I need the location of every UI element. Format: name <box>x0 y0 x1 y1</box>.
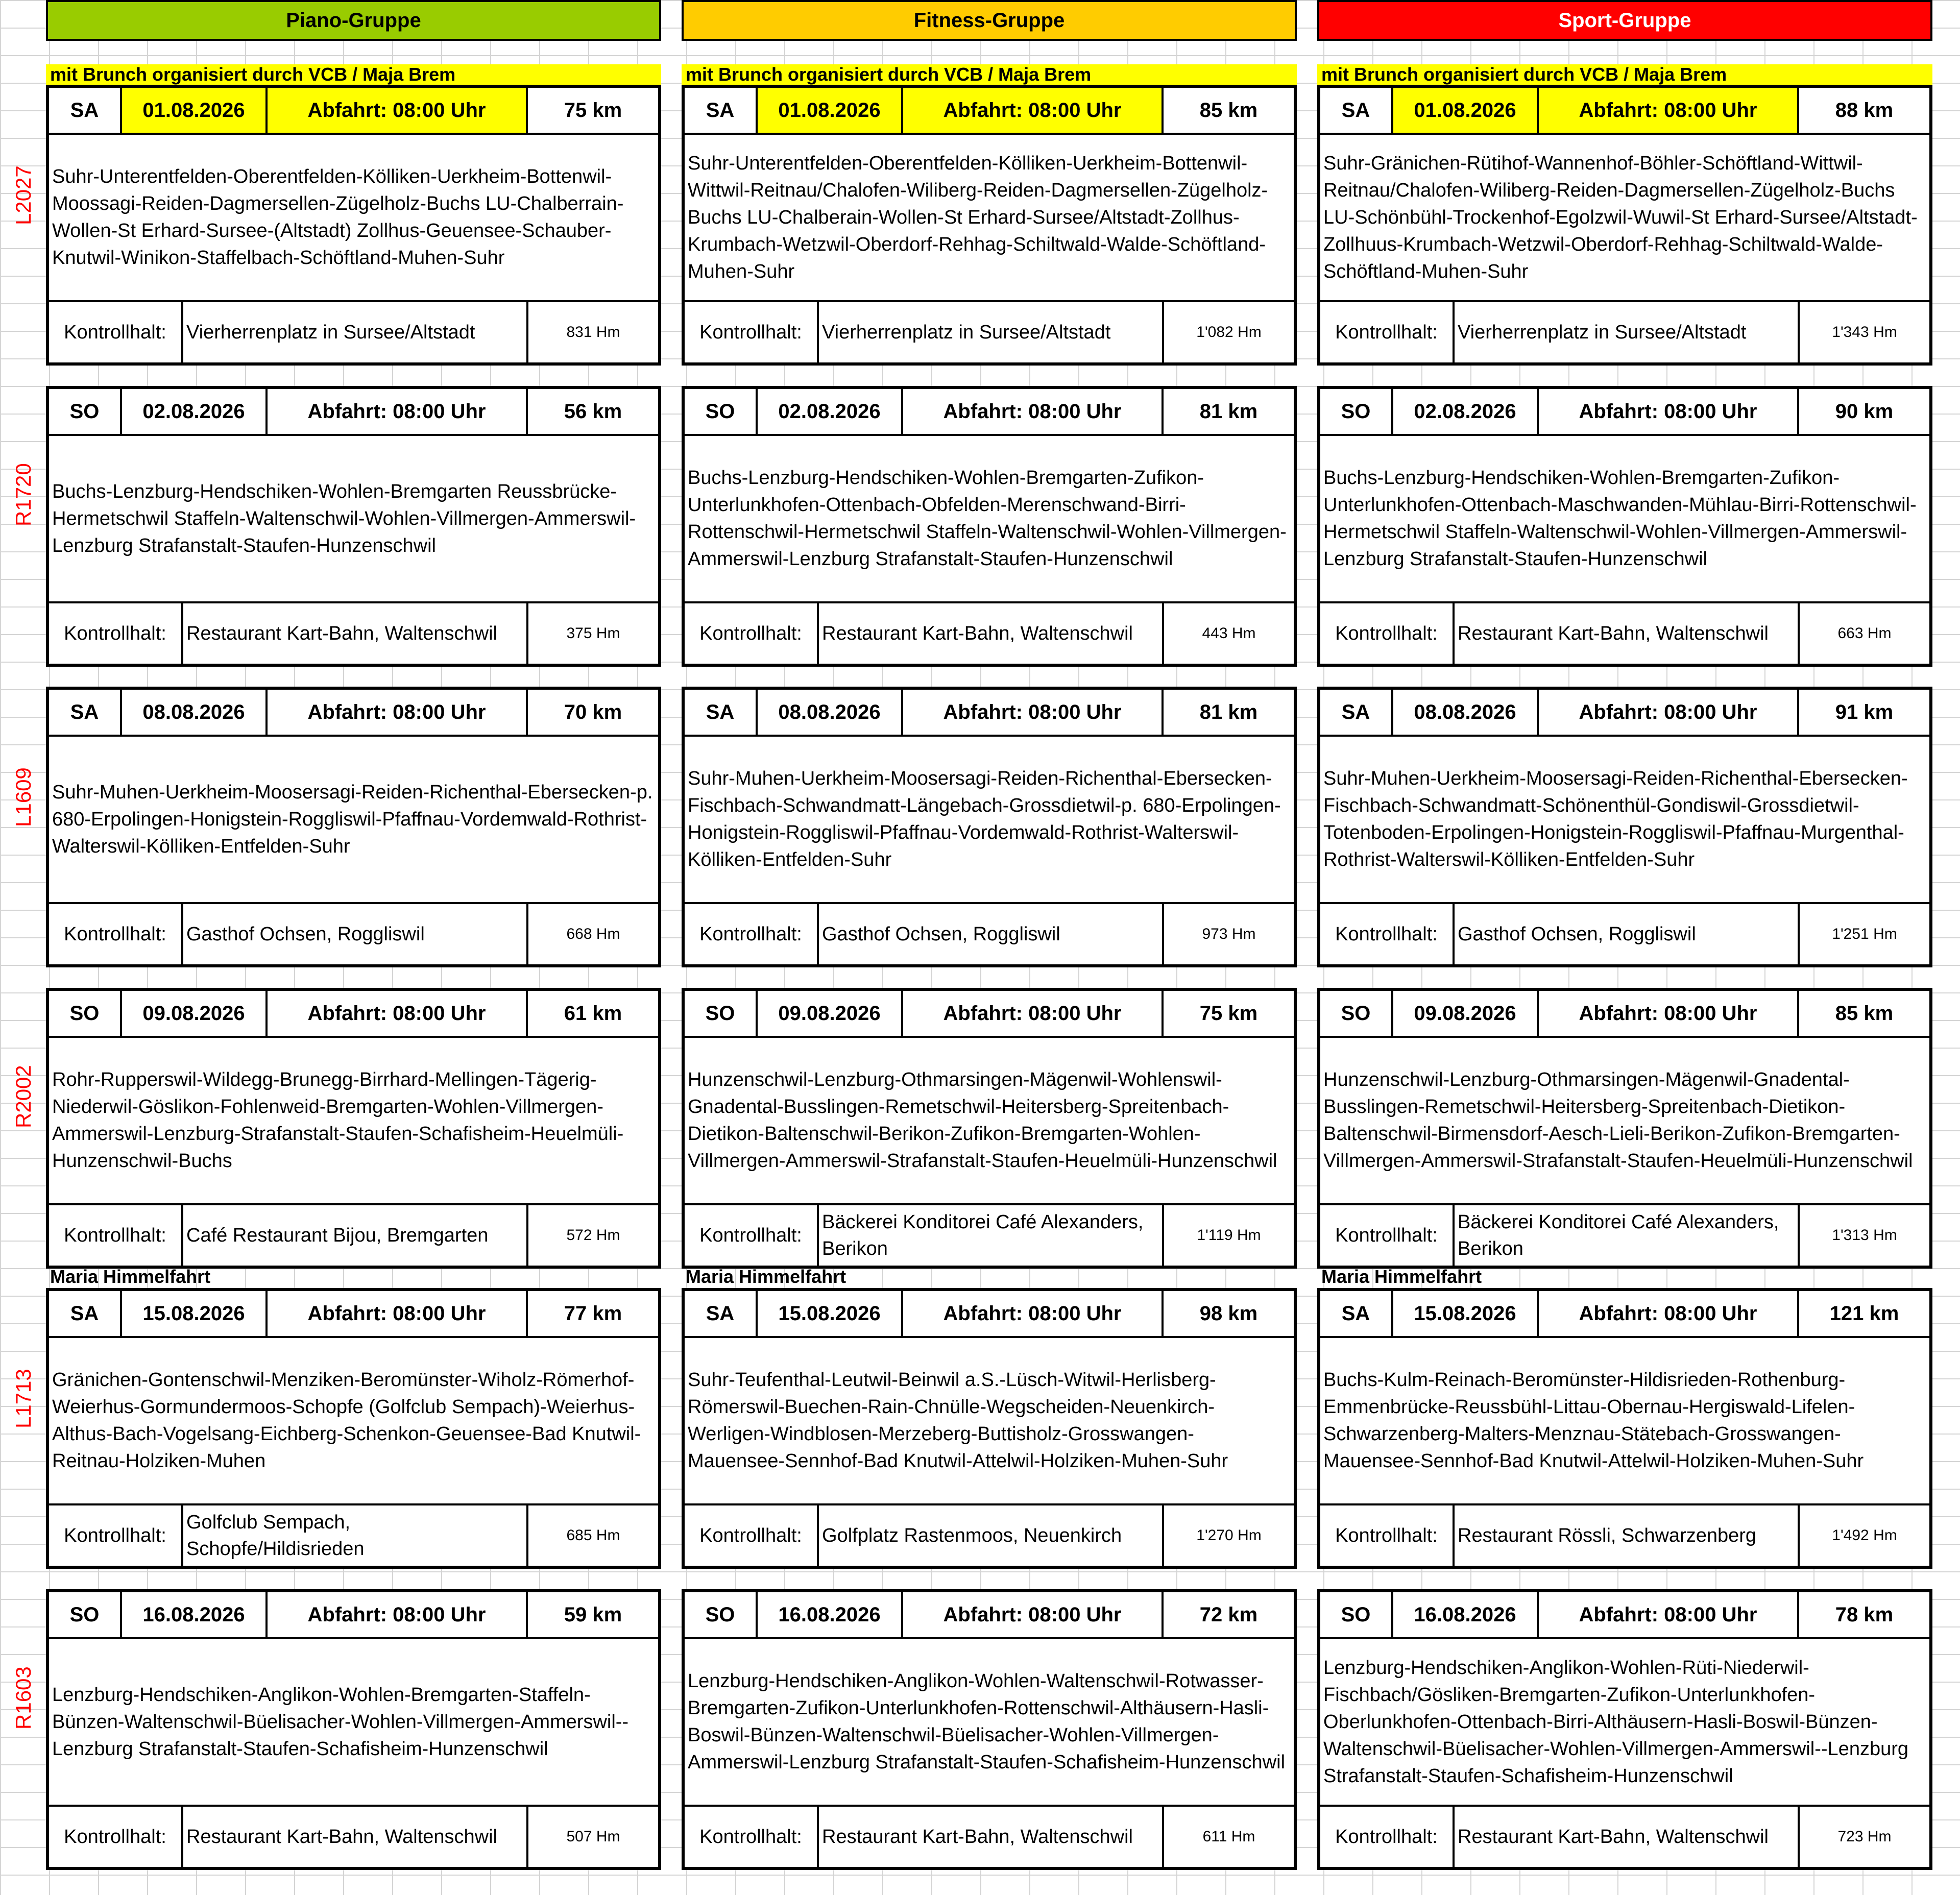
departure-cell: Abfahrt: 08:00 Uhr <box>268 690 528 735</box>
control-stop-row <box>1320 1505 1929 1566</box>
route-description: Suhr-Muhen-Uerkheim-Moosersagi-Reiden-Richenthal-Ebersecken-p. 680-Erpolingen-Honigstein-Roggliswil-Pfaffnau-Vordemwald-Rothrist-Walterswil-Kölliken-Entfelden-Suhr <box>49 737 658 904</box>
distance-cell: 98 km <box>1199 1302 1258 1325</box>
control-stop-place: Bäckerei Konditorei Café Alexanders, Berikon <box>1455 1205 1800 1266</box>
tour-card[interactable] <box>1317 988 1932 1269</box>
elevation-cell: 611 Hm <box>1202 1828 1255 1845</box>
elevation-cell: 1'082 Hm <box>1196 324 1262 341</box>
departure-cell: Abfahrt: 08:00 Uhr <box>1539 991 1799 1036</box>
weekday-cell: SO <box>685 389 758 434</box>
control-stop-place: Golfclub Sempach, Schopfe/Hildisrieden <box>183 1505 528 1566</box>
date-cell: 08.08.2026 <box>122 690 268 735</box>
control-stop-row <box>49 603 658 664</box>
distance-cell: 77 km <box>564 1302 622 1325</box>
distance-cell: 72 km <box>1199 1603 1258 1626</box>
tour-header <box>685 690 1294 737</box>
control-stop-place: Gasthof Ochsen, Roggliswil <box>1455 904 1800 964</box>
tour-header <box>685 1291 1294 1338</box>
date-cell: 15.08.2026 <box>758 1291 903 1336</box>
elevation-cell: 1'343 Hm <box>1832 324 1897 341</box>
route-description: Buchs-Lenzburg-Hendschiken-Wohlen-Bremgarten-Zufikon-Unterlunkhofen-Ottenbach-Maschwanden-Mühlau-Birri-Rottenschwil-Hermetschwil Staffeln-Waltenschwil-Wohlen-Villmergen-Ammerswil-Lenzburg Strafanstalt-Staufen-Hunzenschwil <box>1320 436 1929 603</box>
route-description: Buchs-Lenzburg-Hendschiken-Wohlen-Bremgarten Reussbrücke-Hermetschwil Staffeln-Waltenschwil-Wohlen-Villmergen-Ammerswil-Lenzburg Strafanstalt-Staufen-Hunzenschwil <box>49 436 658 603</box>
tour-header <box>1320 1291 1929 1338</box>
departure-cell: Abfahrt: 08:00 Uhr <box>268 991 528 1036</box>
control-stop-row <box>49 1505 658 1566</box>
route-description: Rohr-Rupperswil-Wildegg-Brunegg-Birrhard-Mellingen-Tägerig-Niederwil-Göslikon-Fohlenweid-Bremgarten-Wohlen-Villmergen-Ammerswil-Lenzburg-Strafanstalt-Staufen-Schafisheim-Heuelmüli-Hunzenschwil-Buchs <box>49 1038 658 1205</box>
weekday-cell: SO <box>1320 991 1393 1036</box>
control-stop-place: Restaurant Kart-Bahn, Waltenschwil <box>1455 1807 1800 1867</box>
control-stop-place: Café Restaurant Bijou, Bremgarten <box>183 1205 528 1266</box>
weekday-cell: SO <box>49 991 122 1036</box>
date-cell: 08.08.2026 <box>1393 690 1539 735</box>
distance-cell: 81 km <box>1199 700 1258 723</box>
tour-header <box>1320 1592 1929 1639</box>
control-stop-row <box>1320 603 1929 664</box>
distance-cell: 70 km <box>564 700 622 723</box>
tour-card[interactable] <box>46 85 661 366</box>
control-stop-place: Gasthof Ochsen, Roggliswil <box>183 904 528 964</box>
control-stop-place: Vierherrenplatz in Sursee/Altstadt <box>819 302 1164 362</box>
route-description: Buchs-Lenzburg-Hendschiken-Wohlen-Bremgarten-Zufikon-Unterlunkhofen-Ottenbach-Obfelden-Merenschwand-Birri-Rottenschwil-Hermetschwil Staffeln-Waltenschwil-Wohlen-Villmergen-Ammerswil-Lenzburg Strafanstalt-Staufen-Hunzenschwil <box>685 436 1294 603</box>
route-description: Lenzburg-Hendschiken-Anglikon-Wohlen-Rüti-Niederwil-Fischbach/Gösliken-Bremgarten-Zufikon-Unterlunkhofen-Oberlunkhofen-Ottenbach-Birri-Althäusern-Hasli-Boswil-Bünzen-Waltenschwil-Büelisacher-Wohlen-Villmergen-Ammerswil--Lenzburg Strafanstalt-Staufen-Schafisheim-Hunzenschwil <box>1320 1639 1929 1807</box>
date-cell: 16.08.2026 <box>1393 1592 1539 1637</box>
group-header-sport[interactable]: Sport-Gruppe <box>1317 0 1932 41</box>
control-stop-label: Kontrollhalt: <box>685 603 819 664</box>
route-description: Suhr-Unterentfelden-Oberentfelden-Kölliken-Uerkheim-Bottenwil-Wittwil-Reitnau/Chalofen-Wiliberg-Reiden-Dagmersellen-Zügelholz-Buchs LU-Chalberain-Wollen-St Erhard-Sursee/Altstadt-Zollhus-Krumbach-Wetzwil-Oberdorf-Rehhag-Schiltwald-Walde-Schöftland-Muhen-Suhr <box>685 135 1294 302</box>
weekday-cell: SA <box>1320 88 1393 133</box>
route-description: Gränichen-Gontenschwil-Menziken-Beromünster-Wiholz-Römerhof-Weierhus-Gormundermoos-Schopfe (Golfclub Sempach)-Weierhus-Althus-Bach-Vogelsang-Eichberg-Schenkon-Geuensee-Bad Knutwil-Reitnau-Holziken-Muhen <box>49 1338 658 1505</box>
distance-cell: 78 km <box>1835 1603 1894 1626</box>
control-stop-row <box>1320 904 1929 964</box>
control-stop-row <box>49 904 658 964</box>
weekday-cell: SA <box>49 1291 122 1336</box>
date-cell: 09.08.2026 <box>1393 991 1539 1036</box>
control-stop-label: Kontrollhalt: <box>1320 1505 1455 1566</box>
control-stop-row <box>685 603 1294 664</box>
tour-card[interactable] <box>46 687 661 967</box>
weekday-cell: SA <box>1320 690 1393 735</box>
tour-card[interactable] <box>682 1288 1297 1569</box>
control-stop-place: Restaurant Kart-Bahn, Waltenschwil <box>183 1807 528 1867</box>
elevation-cell: 1'492 Hm <box>1832 1527 1897 1544</box>
date-cell: 09.08.2026 <box>122 991 268 1036</box>
control-stop-label: Kontrollhalt: <box>685 1807 819 1867</box>
tour-header <box>685 389 1294 436</box>
control-stop-place: Gasthof Ochsen, Roggliswil <box>819 904 1164 964</box>
elevation-cell: 1'251 Hm <box>1832 926 1897 942</box>
control-stop-row <box>685 1505 1294 1566</box>
control-stop-label: Kontrollhalt: <box>685 904 819 964</box>
control-stop-row <box>685 904 1294 964</box>
control-stop-place: Restaurant Kart-Bahn, Waltenschwil <box>819 1807 1164 1867</box>
distance-cell: 88 km <box>1835 99 1894 122</box>
weekday-cell: SA <box>685 690 758 735</box>
route-description: Buchs-Kulm-Reinach-Beromünster-Hildisrieden-Rothenburg-Emmenbrücke-Reussbühl-Littau-Obernau-Hergiswald-Lifelen-Schwarzenberg-Malters-Menznau-Stätebach-Grosswangen-Mauensee-Sennhof-Bad Knutwil-Attelwil-Holziken-Muhen-Suhr <box>1320 1338 1929 1505</box>
tour-header <box>49 690 658 737</box>
tour-card[interactable] <box>682 1589 1297 1870</box>
route-description: Suhr-Muhen-Uerkheim-Moosersagi-Reiden-Richenthal-Ebersecken-Fischbach-Schwandmatt-Längebach-Grossdietwil-p. 680-Erpolingen-Honigstein-Roggliswil-Pfaffnau-Vordemwald-Rothrist-Walterswil-Kölliken-Entfelden-Suhr <box>685 737 1294 904</box>
date-cell: 02.08.2026 <box>122 389 268 434</box>
tour-header <box>49 1291 658 1338</box>
tour-header <box>49 389 658 436</box>
weekday-cell: SO <box>49 389 122 434</box>
control-stop-label: Kontrollhalt: <box>49 1505 183 1566</box>
route-description: Suhr-Gränichen-Rütihof-Wannenhof-Böhler-Schöftland-Wittwil-Reitnau/Chalofen-Wiliberg-Reiden-Dagmersellen-Zügelholz-Buchs LU-Schönbühl-Trockenhof-Egolzwil-Wuwil-St Erhard-Sursee/Altstadt-Zollhuus-Krumbach-Wetzwil-Oberdorf-Rehhag-Schiltwald-Walde-Schöftland-Muhen-Suhr <box>1320 135 1929 302</box>
distance-cell: 75 km <box>564 99 622 122</box>
elevation-cell: 507 Hm <box>566 1828 620 1845</box>
route-description: Hunzenschwil-Lenzburg-Othmarsingen-Mägenwil-Wohlenswil-Gnadental-Busslingen-Remetschwil-Heitersberg-Spreitenbach-Dietikon-Baltenschwil-Berikon-Zufikon-Bremgarten-Wohlen-Villmergen-Ammerswil-Strafanstalt-Staufen-Heuelmüli-Hunzenschwil <box>685 1038 1294 1205</box>
control-stop-place: Restaurant Rössli, Schwarzenberg <box>1455 1505 1800 1566</box>
group-header-fitness[interactable]: Fitness-Gruppe <box>682 0 1297 41</box>
tour-header <box>1320 88 1929 135</box>
tour-header <box>1320 991 1929 1038</box>
distance-cell: 85 km <box>1199 99 1258 122</box>
brunch-note: mit Brunch organisiert durch VCB / Maja Brem <box>46 64 661 85</box>
route-description: Suhr-Teufenthal-Leutwil-Beinwil a.S.-Lüsch-Witwil-Herlisberg-Römerswil-Buechen-Rain-Chnülle-Wegscheiden-Neuenkirch-Werligen-Windblosen-Merzeberg-Buttisholz-Grosswangen-Mauensee-Sennhof-Bad Knutwil-Attelwil-Holziken-Muhen-Suhr <box>685 1338 1294 1505</box>
departure-cell: Abfahrt: 08:00 Uhr <box>1539 690 1799 735</box>
distance-cell: 121 km <box>1829 1302 1899 1325</box>
tour-header <box>685 88 1294 135</box>
control-stop-row <box>49 302 658 362</box>
date-cell: 15.08.2026 <box>122 1291 268 1336</box>
weekday-cell: SO <box>49 1592 122 1637</box>
control-stop-place: Vierherrenplatz in Sursee/Altstadt <box>183 302 528 362</box>
holiday-note: Maria Himmelfahrt <box>686 1266 846 1287</box>
tour-card[interactable] <box>682 386 1297 667</box>
holiday-note: Maria Himmelfahrt <box>50 1266 211 1287</box>
weekday-cell: SO <box>1320 389 1393 434</box>
tour-card[interactable] <box>46 386 661 667</box>
tour-header <box>685 991 1294 1038</box>
tour-header <box>1320 690 1929 737</box>
tour-card[interactable] <box>1317 1288 1932 1569</box>
departure-cell: Abfahrt: 08:00 Uhr <box>1539 88 1799 133</box>
control-stop-row <box>685 302 1294 362</box>
tour-header <box>1320 389 1929 436</box>
control-stop-label: Kontrollhalt: <box>49 302 183 362</box>
elevation-cell: 973 Hm <box>1202 926 1256 942</box>
route-description: Suhr-Muhen-Uerkheim-Moosersagi-Reiden-Richenthal-Ebersecken-Fischbach-Schwandmatt-Schönenthül-Gondiswil-Grossdietwil-Totenboden-Erpolingen-Honigstein-Roggliswil-Pfaffnau-Murgenthal-Rothrist-Walterswil-Kölliken-Entfelden-Suhr <box>1320 737 1929 904</box>
control-stop-label: Kontrollhalt: <box>49 1205 183 1266</box>
tour-header <box>49 991 658 1038</box>
elevation-cell: 572 Hm <box>566 1227 620 1244</box>
weekday-cell: SO <box>685 991 758 1036</box>
date-cell: 01.08.2026 <box>122 88 268 133</box>
elevation-cell: 685 Hm <box>566 1527 620 1544</box>
date-cell: 15.08.2026 <box>1393 1291 1539 1336</box>
weekday-cell: SA <box>49 88 122 133</box>
weekday-cell: SA <box>685 1291 758 1336</box>
tour-card[interactable] <box>1317 386 1932 667</box>
departure-cell: Abfahrt: 08:00 Uhr <box>1539 1592 1799 1637</box>
elevation-cell: 663 Hm <box>1837 625 1892 642</box>
departure-cell: Abfahrt: 08:00 Uhr <box>1539 389 1799 434</box>
control-stop-place: Vierherrenplatz in Sursee/Altstadt <box>1455 302 1800 362</box>
date-cell: 02.08.2026 <box>758 389 903 434</box>
route-description: Lenzburg-Hendschiken-Anglikon-Wohlen-Waltenschwil-Rotwasser-Bremgarten-Zufikon-Unterlunkhofen-Rottenschwil-Althäusern-Hasli-Boswil-Bünzen-Waltenschwil-Büelisacher-Wohlen-Villmergen-Ammerswil-Lenzburg Strafanstalt-Staufen-Schafisheim-Hunzenschwil <box>685 1639 1294 1807</box>
tour-card[interactable] <box>1317 1589 1932 1870</box>
holiday-note: Maria Himmelfahrt <box>1321 1266 1482 1287</box>
elevation-cell: 668 Hm <box>566 926 620 942</box>
control-stop-label: Kontrollhalt: <box>685 1505 819 1566</box>
departure-cell: Abfahrt: 08:00 Uhr <box>268 88 528 133</box>
tour-card[interactable] <box>46 1288 661 1569</box>
control-stop-label: Kontrollhalt: <box>1320 904 1455 964</box>
control-stop-row <box>1320 1807 1929 1867</box>
departure-cell: Abfahrt: 08:00 Uhr <box>903 690 1164 735</box>
distance-cell: 56 km <box>564 400 622 423</box>
control-stop-row <box>685 1205 1294 1266</box>
control-stop-row <box>685 1807 1294 1867</box>
distance-cell: 90 km <box>1835 400 1894 423</box>
departure-cell: Abfahrt: 08:00 Uhr <box>903 1291 1164 1336</box>
weekday-cell: SA <box>685 88 758 133</box>
distance-cell: 91 km <box>1835 700 1894 723</box>
brunch-note: mit Brunch organisiert durch VCB / Maja Brem <box>1317 64 1932 85</box>
tour-card[interactable] <box>46 988 661 1269</box>
date-cell: 01.08.2026 <box>1393 88 1539 133</box>
route-description: Lenzburg-Hendschiken-Anglikon-Wohlen-Bremgarten-Staffeln-Bünzen-Waltenschwil-Büelisacher-Wohlen-Villmergen-Ammerswil--Lenzburg Strafanstalt-Staufen-Schafisheim-Hunzenschwil <box>49 1639 658 1807</box>
tour-card[interactable] <box>682 687 1297 967</box>
departure-cell: Abfahrt: 08:00 Uhr <box>268 1592 528 1637</box>
weekday-cell: SO <box>685 1592 758 1637</box>
control-stop-row <box>1320 302 1929 362</box>
departure-cell: Abfahrt: 08:00 Uhr <box>1539 1291 1799 1336</box>
control-stop-row <box>49 1205 658 1266</box>
elevation-cell: 1'313 Hm <box>1832 1227 1897 1244</box>
date-cell: 08.08.2026 <box>758 690 903 735</box>
elevation-cell: 375 Hm <box>566 625 620 642</box>
control-stop-place: Bäckerei Konditorei Café Alexanders, Berikon <box>819 1205 1164 1266</box>
control-stop-label: Kontrollhalt: <box>1320 1205 1455 1266</box>
tour-header <box>49 88 658 135</box>
distance-cell: 81 km <box>1199 400 1258 423</box>
date-cell: 16.08.2026 <box>758 1592 903 1637</box>
elevation-cell: 723 Hm <box>1837 1828 1892 1845</box>
departure-cell: Abfahrt: 08:00 Uhr <box>268 1291 528 1336</box>
weekday-cell: SA <box>1320 1291 1393 1336</box>
control-stop-label: Kontrollhalt: <box>49 603 183 664</box>
control-stop-label: Kontrollhalt: <box>1320 1807 1455 1867</box>
weekday-cell: SO <box>1320 1592 1393 1637</box>
date-cell: 09.08.2026 <box>758 991 903 1036</box>
tour-header <box>685 1592 1294 1639</box>
control-stop-place: Restaurant Kart-Bahn, Waltenschwil <box>819 603 1164 664</box>
departure-cell: Abfahrt: 08:00 Uhr <box>903 88 1164 133</box>
brunch-note: mit Brunch organisiert durch VCB / Maja Brem <box>682 64 1297 85</box>
date-cell: 02.08.2026 <box>1393 389 1539 434</box>
elevation-cell: 1'119 Hm <box>1197 1227 1261 1244</box>
control-stop-label: Kontrollhalt: <box>685 302 819 362</box>
control-stop-place: Restaurant Kart-Bahn, Waltenschwil <box>183 603 528 664</box>
control-stop-row <box>49 1807 658 1867</box>
distance-cell: 75 km <box>1199 1002 1258 1025</box>
tour-card[interactable] <box>46 1589 661 1870</box>
elevation-cell: 443 Hm <box>1202 625 1256 642</box>
departure-cell: Abfahrt: 08:00 Uhr <box>903 389 1164 434</box>
elevation-cell: 831 Hm <box>566 324 620 341</box>
control-stop-label: Kontrollhalt: <box>49 904 183 964</box>
distance-cell: 59 km <box>564 1603 622 1626</box>
control-stop-place: Golfplatz Rastenmoos, Neuenkirch <box>819 1505 1164 1566</box>
control-stop-row <box>1320 1205 1929 1266</box>
tour-header <box>49 1592 658 1639</box>
tour-card[interactable] <box>682 85 1297 366</box>
group-header-piano[interactable]: Piano-Gruppe <box>46 0 661 41</box>
route-description: Hunzenschwil-Lenzburg-Othmarsingen-Mägenwil-Gnadental-Busslingen-Remetschwil-Heitersberg-Spreitenbach-Dietikon-Baltenschwil-Birmensdorf-Aesch-Lieli-Berikon-Zufikon-Bremgarten-Villmergen-Ammerswil-Strafanstalt-Staufen-Heuelmüli-Hunzenschwil <box>1320 1038 1929 1205</box>
control-stop-place: Restaurant Kart-Bahn, Waltenschwil <box>1455 603 1800 664</box>
control-stop-label: Kontrollhalt: <box>685 1205 819 1266</box>
control-stop-label: Kontrollhalt: <box>1320 603 1455 664</box>
tour-card[interactable] <box>1317 85 1932 366</box>
control-stop-label: Kontrollhalt: <box>1320 302 1455 362</box>
control-stop-label: Kontrollhalt: <box>49 1807 183 1867</box>
elevation-cell: 1'270 Hm <box>1196 1527 1262 1544</box>
tour-card[interactable] <box>1317 687 1932 967</box>
distance-cell: 61 km <box>564 1002 622 1025</box>
departure-cell: Abfahrt: 08:00 Uhr <box>903 991 1164 1036</box>
distance-cell: 85 km <box>1835 1002 1894 1025</box>
date-cell: 01.08.2026 <box>758 88 903 133</box>
weekday-cell: SA <box>49 690 122 735</box>
departure-cell: Abfahrt: 08:00 Uhr <box>268 389 528 434</box>
date-cell: 16.08.2026 <box>122 1592 268 1637</box>
tour-card[interactable] <box>682 988 1297 1269</box>
departure-cell: Abfahrt: 08:00 Uhr <box>903 1592 1164 1637</box>
route-description: Suhr-Unterentfelden-Oberentfelden-Kölliken-Uerkheim-Bottenwil-Moossagi-Reiden-Dagmersellen-Zügelholz-Buchs LU-Chalberrain-Wollen-St Erhard-Sursee-(Altstadt) Zollhus-Geuensee-Schauber-Knutwil-Winikon-Staffelbach-Schöftland-Muhen-Suhr <box>49 135 658 302</box>
